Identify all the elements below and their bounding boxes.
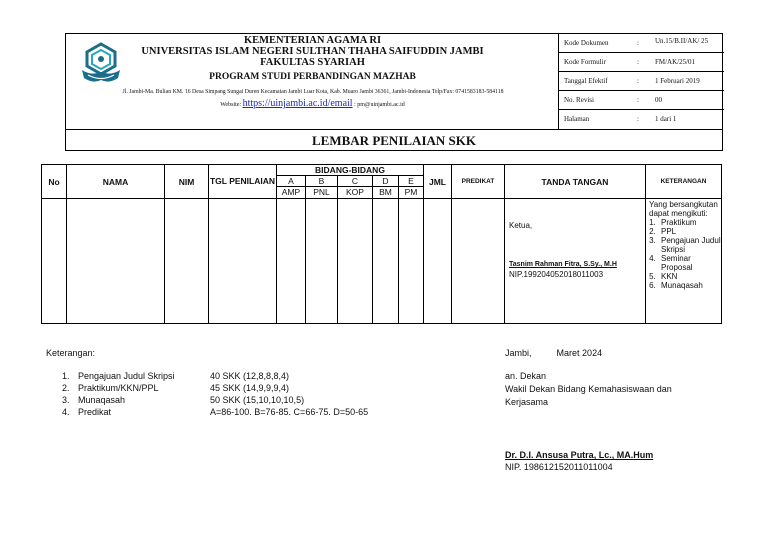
- cell-predikat[interactable]: [452, 199, 505, 324]
- bidang-code: PM: [404, 187, 418, 197]
- list-item: [62, 394, 368, 406]
- col-header-keterangan: KETERANGAN: [646, 165, 722, 199]
- list-item: [62, 370, 368, 382]
- date-text: Maret 2024: [556, 348, 603, 358]
- meta-value: Un.15/B.II/AK/ 25: [655, 37, 709, 45]
- document-meta: [559, 34, 724, 129]
- item-number: 4.: [62, 407, 70, 417]
- cell-bidang-d[interactable]: [373, 199, 399, 324]
- footer-list: [62, 370, 368, 418]
- item-value: 45 SKK (14,9,9,9,4): [210, 383, 290, 393]
- meta-row: [559, 34, 724, 53]
- cell-no[interactable]: [42, 199, 67, 324]
- table-row: [42, 199, 722, 324]
- meta-row: [559, 53, 724, 72]
- website-email: : pm@uinjambi.ac.id: [354, 102, 405, 108]
- meta-value: 1 dari 1: [655, 115, 677, 123]
- meta-row: [559, 72, 724, 91]
- meta-colon: :: [637, 39, 639, 47]
- bidang-letter: B: [306, 176, 337, 187]
- bidang-letter: E: [399, 176, 423, 187]
- cell-jml[interactable]: [424, 199, 452, 324]
- signature-role: Ketua,: [509, 221, 533, 230]
- bidang-letter: A: [277, 176, 305, 187]
- signature-nip: NIP.199204052018011003: [509, 270, 604, 279]
- meta-colon: :: [637, 58, 639, 66]
- meta-row: [559, 91, 724, 110]
- bidang-code: BM: [379, 187, 392, 197]
- item-label: Pengajuan Judul Skripsi: [78, 371, 175, 381]
- cell-signature[interactable]: [505, 199, 646, 324]
- item-value: 50 SKK (15,10,10,10,5): [210, 395, 305, 405]
- assessment-table: [41, 164, 722, 324]
- cell-bidang-a[interactable]: [277, 199, 306, 324]
- item-number: 1.: [62, 371, 70, 381]
- meta-value: 1 Februari 2019: [655, 77, 700, 85]
- cell-bidang-e[interactable]: [399, 199, 424, 324]
- list-item: [62, 382, 368, 394]
- cell-bidang-b[interactable]: [306, 199, 338, 324]
- meta-colon: :: [637, 77, 639, 85]
- place-date: [505, 347, 602, 359]
- list-item: 3. Pengajuan Judul Skripsi: [658, 236, 721, 254]
- item-number: 3.: [62, 395, 70, 405]
- bidang-letter: D: [373, 176, 398, 187]
- position-line-2: Kerjasama: [505, 397, 549, 407]
- list-item: 2. PPL: [658, 227, 721, 236]
- cell-tgl[interactable]: [209, 199, 277, 324]
- col-header-nama: NAMA: [67, 165, 165, 199]
- meta-value: 00: [655, 96, 662, 104]
- cell-keterangan: [646, 199, 722, 324]
- bidang-d: [373, 176, 399, 199]
- meta-key: Halaman: [564, 115, 590, 123]
- an-dekan: an. Dekan: [505, 371, 547, 381]
- university-name: UNIVERSITAS ISLAM NEGERI SULTHAN THAHA SAIFUDDIN JAMBI: [141, 46, 484, 57]
- page-title: LEMBAR PENILAIAN SKK: [66, 129, 722, 151]
- bidang-code: PNL: [313, 187, 330, 197]
- bidang-b: [306, 176, 338, 199]
- col-header-bidang: BIDANG-BIDANG: [277, 165, 424, 176]
- institution-block: [66, 34, 559, 129]
- bidang-code: AMP: [281, 187, 301, 197]
- meta-colon: :: [637, 115, 639, 123]
- bidang-c: [338, 176, 373, 199]
- item-number: 2.: [62, 383, 70, 393]
- signature-name: Tasnim Rahman Fitra, S.Sy., M.H: [509, 261, 617, 268]
- item-value: 40 SKK (12,8,8,8,4): [210, 371, 290, 381]
- item-value: A=86-100. B=76-85. C=66-75. D=50-65: [210, 407, 369, 417]
- keterangan-list: [646, 218, 721, 290]
- meta-colon: :: [637, 96, 639, 104]
- col-header-nim: NIM: [165, 165, 209, 199]
- ministry-name: KEMENTERIAN AGAMA RI: [243, 35, 382, 46]
- address-text: Jl. Jambi-Ma. Bulian KM. 16 Desa Simpang Sungai Duren Kecamatan Jambi Luar Kota, Kab. Muaro Jambi 36361, Jambi-Indonesia Telp/Fax: 0741583183-584118: [122, 89, 504, 95]
- signer-name: Dr. D.I. Ansusa Putra, Lc., MA.Hum: [505, 450, 654, 460]
- website-label: Website:: [220, 102, 242, 108]
- place-text: Jambi,: [505, 348, 532, 358]
- item-label: Predikat: [78, 407, 112, 417]
- faculty-name: FAKULTAS SYARIAH: [260, 57, 365, 68]
- cell-nim[interactable]: [165, 199, 209, 324]
- bidang-letter: C: [338, 176, 372, 187]
- item-label: Munaqasah: [78, 395, 126, 405]
- meta-key: Tanggal Efektif: [564, 77, 608, 85]
- item-label: Praktikum/KKN/PPL: [78, 383, 159, 393]
- meta-value: FM/AK/25/01: [655, 58, 696, 66]
- cell-bidang-c[interactable]: [338, 199, 373, 324]
- list-item: 5. KKN: [658, 272, 721, 281]
- position-line-1: Wakil Dekan Bidang Kemahasiswaan dan: [505, 384, 672, 394]
- col-header-jml: JML: [424, 165, 452, 199]
- list-item: [62, 406, 368, 418]
- program-name: PROGRAM STUDI PERBANDINGAN MAZHAB: [209, 72, 416, 82]
- meta-key: Kode Formulir: [564, 58, 606, 66]
- header-row: [42, 165, 722, 176]
- bidang-code: KOP: [346, 187, 364, 197]
- footer-keterangan-label: Keterangan:: [46, 348, 96, 358]
- col-header-tanda-tangan: TANDA TANGAN: [505, 165, 646, 199]
- meta-key: No. Revisi: [564, 96, 594, 104]
- document-header: [65, 33, 723, 151]
- cell-nama[interactable]: [67, 199, 165, 324]
- col-header-no: No: [42, 165, 67, 199]
- website-line: [66, 98, 559, 109]
- list-item: 6. Munaqasah: [658, 281, 721, 290]
- meta-key: Kode Dokumen: [564, 39, 609, 47]
- bidang-e: [399, 176, 424, 199]
- col-header-tgl: TGL PENILAIAN: [209, 165, 277, 199]
- meta-row: [559, 110, 724, 129]
- signer-nip: NIP. 198612152011011004: [505, 462, 613, 472]
- website-link[interactable]: https://uinjambi.ac.id/email: [242, 98, 353, 109]
- list-item: 1. Praktikum: [658, 218, 721, 227]
- list-item: 4. Seminar Proposal: [658, 254, 721, 272]
- keterangan-intro: Yang bersangkutan dapat mengikuti:: [649, 200, 718, 218]
- bidang-a: [277, 176, 306, 199]
- col-header-predikat: PREDIKAT: [452, 165, 505, 199]
